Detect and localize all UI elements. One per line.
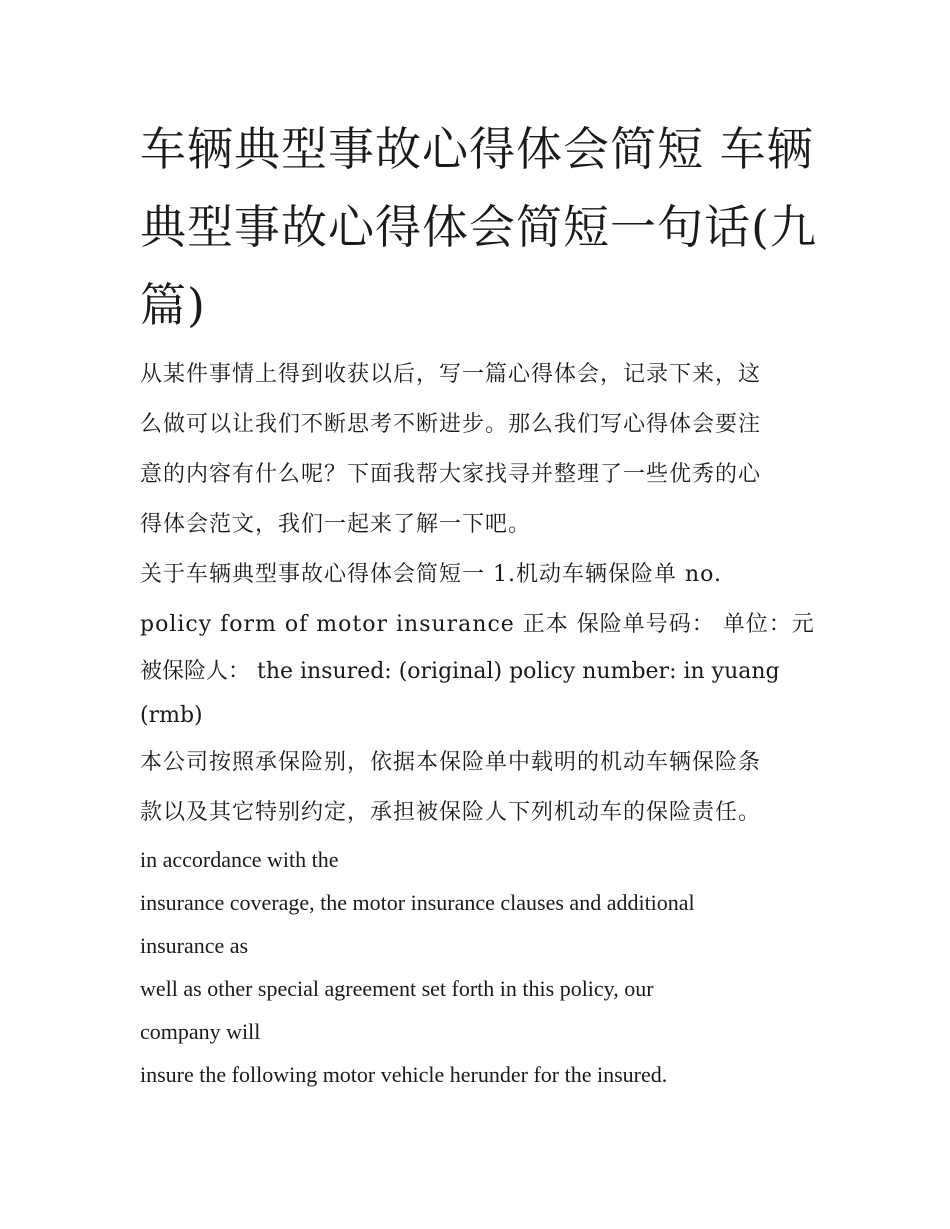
clause-en-line: in accordance with the	[140, 847, 339, 872]
insured-line: 被保险人： the insured: (original) policy number: in yuang	[140, 659, 780, 684]
intro-line: 么做可以让我们不断思考不断进步。那么我们写心得体会要注	[140, 412, 762, 437]
insured-line-continued: (rmb)	[140, 703, 203, 728]
clause-zh-paragraph	[140, 738, 820, 838]
policy-line: policy form of motor insurance 正本 保险单号码： 单位：元	[140, 612, 815, 637]
document-body	[140, 110, 820, 1096]
clause-zh-line: 本公司按照承保险别，依据本保险单中载明的机动车辆保险条	[140, 750, 762, 775]
section-heading: 关于车辆典型事故心得体会简短一 1.机动车辆保险单 no.	[140, 562, 722, 587]
intro-line: 意的内容有什么呢？下面我帮大家找寻并整理了一些优秀的心	[140, 462, 762, 487]
clause-en-paragraph	[140, 838, 820, 1096]
clause-en-line: insurance as	[140, 933, 249, 958]
intro-paragraph	[140, 350, 820, 550]
clause-en-line: company will	[140, 1019, 261, 1044]
clause-en-line: well as other special agreement set forth in this policy, our	[140, 976, 654, 1001]
intro-line: 得体会范文，我们一起来了解一下吧。	[140, 512, 532, 537]
clause-en-line: insure the following motor vehicle herunder for the insured.	[140, 1062, 668, 1087]
page-title: 车辆典型事故心得体会简短 车辆典型事故心得体会简短一句话(九篇)	[140, 122, 817, 332]
clause-en-line: insurance coverage, the motor insurance clauses and additional	[140, 890, 695, 915]
intro-line: 从某件事情上得到收获以后，写一篇心得体会，记录下来，这	[140, 362, 762, 387]
clause-zh-line: 款以及其它特别约定，承担被保险人下列机动车的保险责任。	[140, 800, 762, 825]
